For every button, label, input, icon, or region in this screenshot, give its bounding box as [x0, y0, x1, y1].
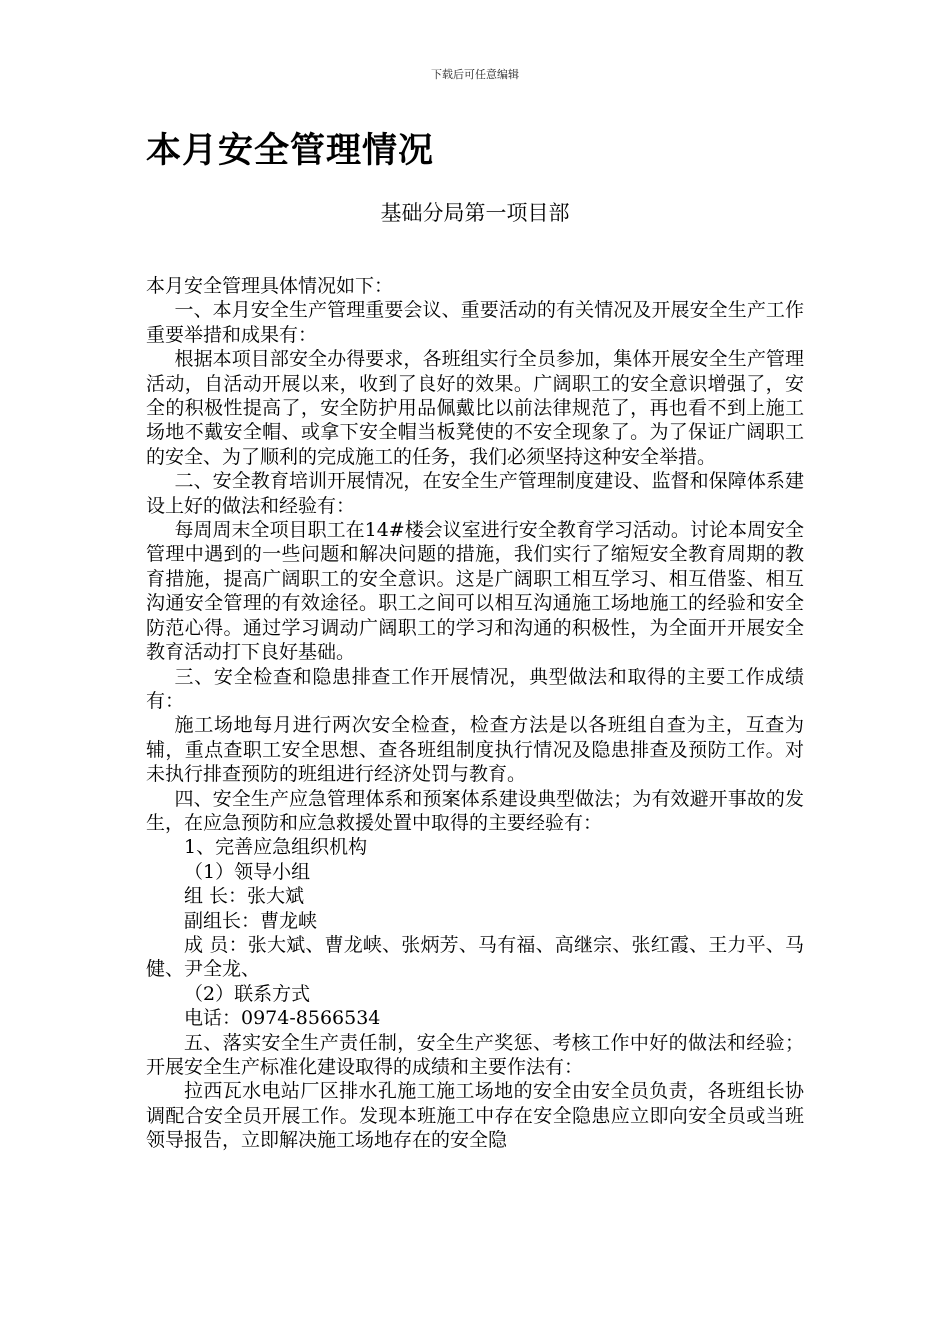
document-body: [146, 274, 804, 1153]
section-4-deputy: 副组长：曹龙峡: [184, 909, 318, 932]
section-1-body: 根据本项目部安全办得要求，各班组实行全员参加，集体开展安全生产管理活动，自活动开展以来，收到了良好的效果。广阔职工的安全意识增强了，安全的积极性提高了，安全防护用品佩戴比以前法律规范了，再也看不到上施工场地不戴安全帽、或拿下安全帽当板凳使的不安全现象了。为了保证广阔职工的安全、为了顺利的完成施工的任务，我们必须坚持这种安全举措。: [146, 348, 804, 468]
section-4-phone: 电话：0974-8566534: [184, 1007, 381, 1030]
section-1-heading: 一、本月安全生产管理重要会议、重要活动的有关情况及开展安全生产工作重要举措和成果有：: [146, 299, 804, 346]
section-2-body: 每周周末全项目职工在14#楼会议室进行安全教育学习活动。讨论本周安全管理中遇到的一些问题和解决问题的措施，我们实行了缩短安全教育周期的教育措施，提高广阔职工的安全意识。这是广阔职工相互学习、相互借鉴、相互沟通安全管理的有效途径。职工之间可以相互沟通施工场地施工的经验和安全防范心得。通过学习调动广阔职工的学习和沟通的积极性，为全面开开展安全教育活动打下良好基础。: [146, 519, 804, 664]
section-4-item-1: 1、完善应急组织机构: [184, 836, 368, 859]
section-4-members: 成 员：张大斌、曹龙峡、张炳芳、马有福、高继宗、张红霞、王力平、马 健、尹全龙、: [146, 933, 804, 981]
section-4-item-1-sub-2: （2）联系方式: [184, 982, 311, 1005]
document-title: 本月安全管理情况: [146, 131, 435, 171]
section-3-heading: 三、安全检查和隐患排查工作开展情况，典型做法和取得的主要工作成绩有：: [146, 665, 804, 712]
section-5-body: 拉西瓦水电站厂区排水孔施工施工场地的安全由安全员负责，各班组长协调配合安全员开展工作。发现本班施工中存在安全隐患应立即向安全员或当班领导报告，立即解决施工场地存在的安全隐: [146, 1080, 804, 1152]
header-note: 下载后可任意编辑: [431, 68, 519, 81]
section-5-heading: 五、落实安全生产责任制，安全生产奖惩、考核工作中好的做法和经验；开展安全生产标准化建设取得的成绩和主要作法有：: [146, 1031, 804, 1078]
intro-paragraph: 本月安全管理具体情况如下：: [146, 275, 394, 297]
document-subtitle: 基础分局第一项目部: [380, 201, 570, 225]
section-2-heading: 二、安全教育培训开展情况，在安全生产管理制度建设、监督和保障体系建设上好的做法和经验有：: [146, 470, 804, 517]
section-4-heading: 四、安全生产应急管理体系和预案体系建设典型做法；为有效避开事故的发生，在应急预防和应急救援处置中取得的主要经验有：: [146, 787, 804, 834]
section-4-leader: 组 长：张大斌: [184, 885, 305, 908]
section-3-body: 施工场地每月进行两次安全检查，检查方法是以各班组自查为主，互查为辅，重点查职工安全思想、查各班组制度执行情况及隐患排查及预防工作。对未执行排查预防的班组进行经济处罚与教育。: [146, 714, 804, 786]
section-4-item-1-sub-1: （1）领导小组: [184, 860, 311, 883]
